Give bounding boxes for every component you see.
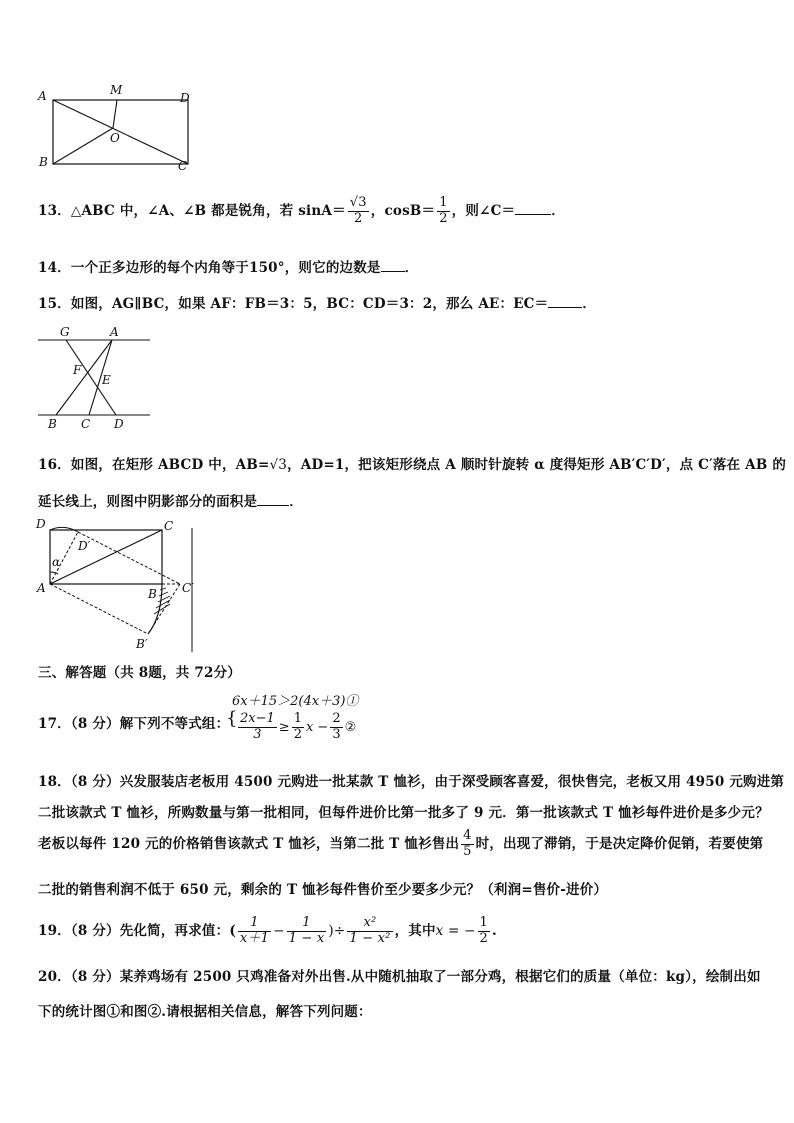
q19-fraction-2: $\frac{1}{1 - x}$ — [288, 915, 325, 946]
q19-score: （8 分） — [70, 922, 120, 939]
q17-brace: { — [226, 708, 238, 729]
fig16-label-C-prime: C′ — [182, 581, 194, 595]
q19-text-part2: ，其中 — [394, 922, 436, 939]
fig16-label-D-prime: D′ — [78, 539, 91, 553]
q16-text-part2: ，AD=1，把该矩形绕点 A 顺时针旋转 α 度得矩形 AB′C′D′，点 C′落在 AB 的 — [287, 457, 787, 473]
fig15-label-D: D — [114, 417, 124, 431]
fig16-label-alpha: α — [52, 555, 61, 569]
question-16 — [38, 453, 786, 473]
q18-number: 18． — [38, 774, 71, 790]
fig12-label-C: C — [178, 159, 188, 173]
fig16-label-D: D — [36, 517, 46, 531]
q17-inequality-2: $\frac{2x-1}{3}$ ≥ $\frac{1}{2}$ x − $\frac{2}{3}$ ② — [240, 711, 357, 742]
question-16-line2 — [38, 490, 303, 510]
q15-end: ． — [582, 296, 597, 312]
q18-text-line1: 兴发服装店老板用 4500 元购进一批某款 T 恤衫，由于深受顾客喜爱，很快售完，老板又用 4950 元购进第 — [119, 774, 785, 790]
q13-answer-blank — [515, 213, 551, 215]
q13-text-part1: △ABC 中，∠A、∠B 都是锐角，若 sinA＝ — [70, 202, 346, 219]
q14-text: 一个正多边形的每个内角等于150°，则它的边数是 — [70, 260, 381, 276]
fig16-label-B-prime: B′ — [136, 637, 148, 651]
q17-text: 解下列不等式组： — [119, 716, 230, 732]
q19-fraction-half: $\frac{1}{2}$ — [479, 915, 488, 946]
q17-inequality-1: 6x＋15＞2(4x＋3)① — [232, 694, 359, 709]
question-17 — [38, 712, 229, 732]
fig15-label-F: F — [73, 363, 82, 377]
question-18-line2: 二批该款式 T 恤衫，所购数量与第一批相同，但每件进价比第一批多了 9 元．第一批该款式 T 恤衫每件进价是多少元？ — [38, 805, 769, 821]
figure-rotated-rectangle-q16 — [34, 516, 209, 656]
q14-end: ． — [404, 260, 419, 276]
q13-fraction-sqrt3-over-2: $\frac{√3}{2}$ — [349, 195, 367, 226]
q13-end: ． — [551, 202, 565, 219]
fig15-label-C: C — [81, 417, 91, 431]
fig12-label-M: M — [110, 83, 123, 97]
q14-answer-blank — [381, 270, 405, 272]
figure-parallel-lines-q15 — [36, 322, 156, 434]
section-3-title: 三、解答题（共 8题，共 72分） — [38, 665, 241, 681]
q20-score: （8 分） — [70, 969, 120, 985]
question-15 — [38, 292, 596, 312]
q15-text: 如图，AG∥BC，如果 AF：FB＝3：5，BC：CD＝3：2，那么 AE：EC＝ — [70, 296, 549, 312]
fig12-label-A: A — [38, 89, 47, 103]
q17-number: 17． — [38, 716, 71, 732]
q19-number: 19． — [38, 922, 71, 939]
question-19: 19．（8 分）先化简，再求值：( $\frac{1}{x+1}$ − $\frac{1}{1 - x}$ )÷ $\frac{\text{x²}}{\text{1 − x²}}$ ，其中x = − $\frac{1}{2}$ . — [38, 915, 497, 946]
q16-end: ． — [289, 494, 303, 510]
question-18-line4: 二批的销售利润不低于 650 元，剩余的 T 恤衫每件售价至少要多少元？（利润=售价-进价） — [38, 882, 608, 898]
q19-fraction-1: $\frac{1}{x+1}$ — [239, 915, 270, 946]
q20-text-line1: 某养鸡场有 2500 只鸡准备对外出售.从中随机抽取了一部分鸡，根据它们的质量（单位：kg），绘制出如 — [119, 969, 761, 985]
q19-fraction-3: $\frac{\text{x²}}{\text{1 − x²}}$ — [349, 915, 391, 946]
q18-fraction-4-5: $\frac{4}{5}$ — [463, 828, 472, 859]
fig15-label-B: B — [48, 417, 57, 431]
q16-number: 16． — [38, 457, 71, 473]
q20-number: 20． — [38, 969, 71, 985]
fig15-label-G: G — [60, 325, 70, 339]
q18-score: （8 分） — [70, 774, 120, 790]
q16-text-line2: 延长线上，则图中阴影部分的面积是 — [38, 494, 258, 510]
q16-text-part1: 如图，在矩形 ABCD 中，AB= — [70, 457, 270, 473]
question-18-line1 — [38, 770, 784, 790]
q16-sqrt3: √3 — [269, 457, 288, 473]
question-14 — [38, 256, 418, 276]
q13-text-part2: ，cosB＝ — [370, 202, 436, 219]
fig15-label-A: A — [110, 325, 119, 339]
question-20-line1 — [38, 965, 761, 985]
q17-score: （8 分） — [70, 716, 120, 732]
q19-x-equals: x = − — [435, 922, 476, 939]
fig12-label-D: D — [180, 91, 190, 105]
q15-number: 15． — [38, 296, 71, 312]
fig15-label-E: E — [102, 373, 111, 387]
question-13 — [38, 196, 565, 227]
q13-text-part3: ，则∠C＝ — [451, 202, 516, 219]
question-18-line3: 老板以每件 120 元的价格销售该款式 T 恤衫，当第二批 T 恤衫售出 $\frac{4}{5}$ 时，出现了滞销，于是决定降价促销，若要使第 — [38, 828, 764, 859]
fig12-label-O: O — [110, 131, 120, 145]
q13-number: 13． — [38, 202, 71, 219]
fig12-label-B: B — [39, 155, 48, 169]
fig16-label-C: C — [164, 519, 174, 533]
fig16-label-B: B — [148, 587, 157, 601]
q16-answer-blank — [257, 504, 289, 506]
question-20-line2: 下的统计图①和图②.请根据相关信息，解答下列问题： — [38, 1004, 372, 1020]
q14-number: 14． — [38, 260, 71, 276]
figure-rectangle-q12 — [30, 80, 210, 175]
q13-fraction-1-over-2: $\frac{1}{2}$ — [439, 195, 448, 226]
q15-answer-blank — [548, 306, 582, 308]
fig16-label-A: A — [37, 581, 46, 595]
q19-text: 先化简，再求值：( — [119, 922, 236, 939]
